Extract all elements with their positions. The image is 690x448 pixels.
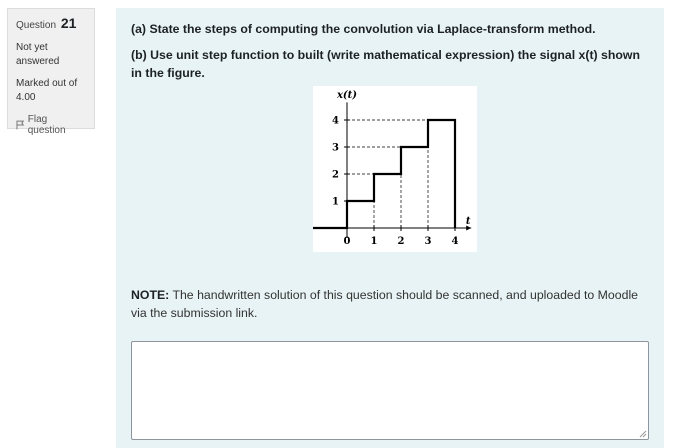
flag-question-label: Flag question xyxy=(27,114,66,136)
flag-question-link[interactable] xyxy=(16,114,86,136)
signal-plot xyxy=(313,86,477,252)
y-axis-label: x(t) xyxy=(336,90,358,101)
x-tick-label: 4 xyxy=(451,236,459,247)
y-tick-label: 3 xyxy=(332,142,339,154)
question-content xyxy=(116,8,664,448)
question-grade: Marked out of 4.00 xyxy=(16,78,78,103)
note-label: NOTE: xyxy=(131,288,170,302)
note-body: The handwritten solution of this question should be scanned, and uploaded to Moodle via the submission link. xyxy=(131,288,639,320)
y-tick-label: 2 xyxy=(332,169,339,181)
question-label: Question xyxy=(16,20,57,31)
x-tick-label: 1 xyxy=(370,236,378,247)
question-part-a: (a) State the steps of computing the convolution via Laplace-transform method. xyxy=(131,22,596,36)
y-tick-label: 4 xyxy=(332,115,339,127)
question-info-panel xyxy=(7,8,95,136)
question-number-value: 21 xyxy=(60,15,77,31)
x-tick-label: 0 xyxy=(343,236,351,247)
x-tick-label: 2 xyxy=(397,236,405,247)
note-text xyxy=(131,286,641,322)
answer-textarea[interactable] xyxy=(131,341,649,440)
question-part-b: (b) Use unit step function to built (write mathematical expression) the signal x(t) shown in the figure. xyxy=(131,48,640,80)
x-tick-label: 3 xyxy=(424,236,432,247)
question-number xyxy=(16,15,86,34)
x-axis-label: t xyxy=(465,216,471,227)
flag-icon xyxy=(16,120,25,130)
question-state: Not yet answered xyxy=(16,42,60,67)
signal-figure xyxy=(313,86,477,252)
resize-grip-icon[interactable] xyxy=(638,429,647,438)
y-tick-label: 1 xyxy=(332,196,339,208)
